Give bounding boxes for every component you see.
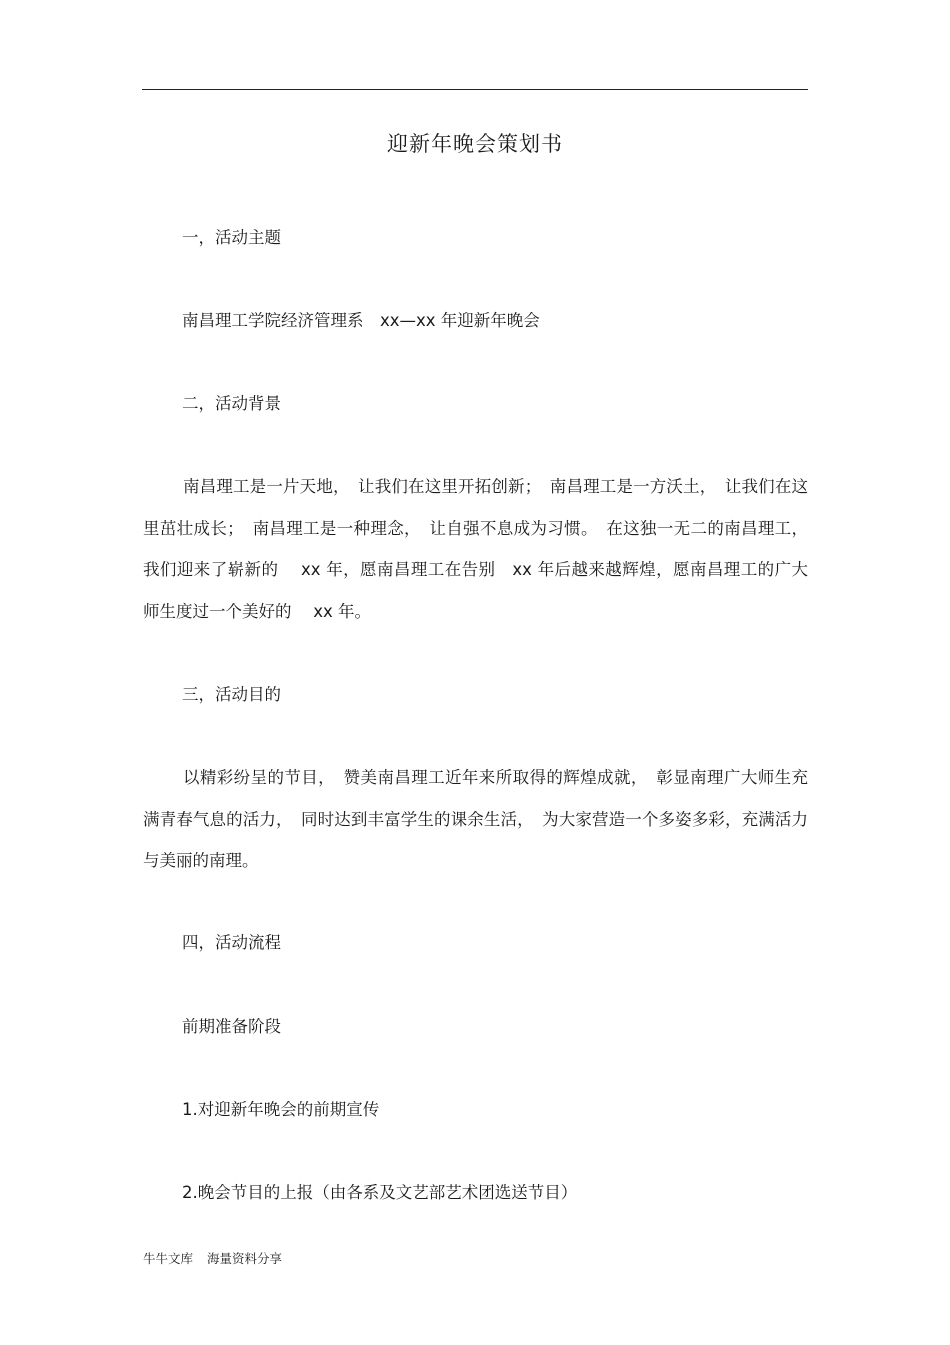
list-item-1: 1.对迎新年晚会的前期宣传 (182, 1100, 380, 1119)
list-item-2: 2.晚会节目的上报（由各系及文艺部艺术团选送节目） (182, 1183, 578, 1202)
page-footer (143, 1249, 282, 1267)
footer-tagline: 海量资料分享 (207, 1251, 283, 1266)
section-1-heading: 一，活动主题 (182, 228, 281, 247)
footer-source: 牛牛文库 (143, 1251, 194, 1266)
section-2-paragraph: 南昌理工是一片天地， 让我们在这里开拓创新； 南昌理工是一方沃土， 让我们在这里茁壮成长； 南昌理工是一种理念， 让自强不息成为习惯。 在这独一无二的南昌理工，我们迎来了崭新的 xx 年，愿南昌理工在告别 xx 年后越来越辉煌，愿南昌理工的广大师生度过一个美好的 xx 年。 (143, 477, 808, 621)
section-1-text: 南昌理工学院经济管理系 xx—xx 年迎新年晚会 (182, 311, 540, 330)
section-4-heading: 四，活动流程 (182, 933, 281, 952)
document-title: 迎新年晚会策划书 (387, 132, 563, 156)
section-2-heading: 二，活动背景 (182, 394, 281, 413)
header-rule (142, 89, 808, 90)
section-3-heading: 三，活动目的 (182, 685, 281, 704)
section-3-paragraph: 以精彩纷呈的节目， 赞美南昌理工近年来所取得的辉煌成就， 彰显南理广大师生充满青春气息的活力， 同时达到丰富学生的课余生活， 为大家营造一个多姿多彩，充满活力与美丽的南理。 (143, 768, 808, 870)
stage-heading: 前期准备阶段 (182, 1017, 281, 1036)
